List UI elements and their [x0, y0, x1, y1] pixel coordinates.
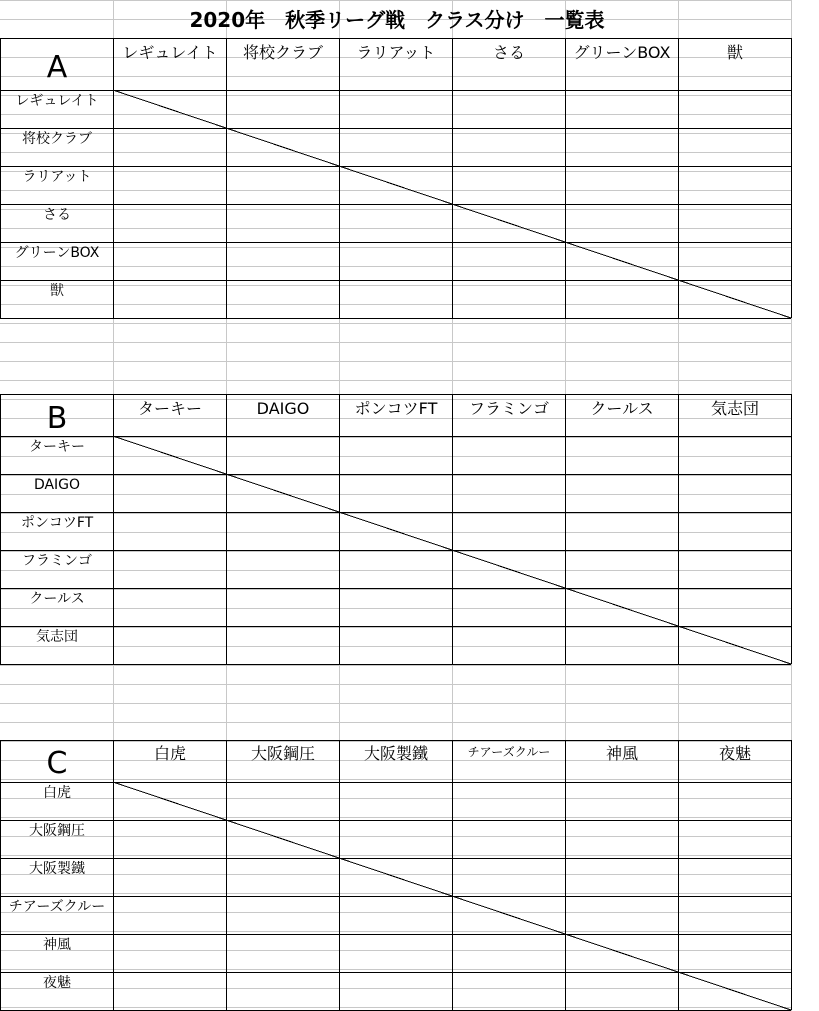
col-header: クールス [590, 399, 654, 418]
col-header: 気志団 [710, 399, 760, 418]
row-header: さる [43, 207, 71, 223]
row-header: ターキー [29, 439, 85, 455]
row-header: グリーンBOX [14, 245, 100, 261]
col-header: レギュレイト [122, 43, 218, 62]
row-header: 神風 [43, 937, 71, 953]
col-header: チアーズクルー [467, 745, 551, 759]
col-header: さる [492, 43, 526, 62]
row-header: 獣 [50, 283, 64, 299]
row-header: 大阪鋼圧 [29, 823, 85, 839]
col-header: ポンコツFT [354, 399, 438, 418]
col-header: 白虎 [153, 744, 187, 763]
col-header: グリーンBOX [573, 43, 671, 62]
row-header: 夜魅 [43, 975, 71, 991]
row-header: DAIGO [33, 477, 81, 493]
row-header: ラリアット [22, 169, 92, 185]
row-header: 大阪製鐵 [29, 861, 85, 877]
row-header: ポンコツFT [20, 515, 94, 531]
col-header: 夜魅 [718, 744, 752, 763]
row-header: 気志団 [36, 629, 78, 645]
col-header: 大阪鋼圧 [250, 744, 316, 763]
col-header: 大阪製鐵 [363, 744, 429, 763]
row-header: 将校クラブ [22, 131, 92, 147]
row-header: クールス [29, 591, 85, 607]
sheet-title: 2020年 秋季リーグ戦 クラス分け 一覧表 [189, 8, 605, 32]
row-header: 白虎 [43, 785, 71, 801]
col-header: 神風 [605, 744, 639, 763]
group-label-a: A [46, 50, 68, 85]
col-header: 将校クラブ [242, 43, 324, 62]
group-label-c: C [46, 746, 68, 781]
group-label-b: B [46, 401, 68, 436]
col-header: ラリアット [356, 43, 436, 62]
row-header: チアーズクルー [8, 899, 106, 915]
col-header: DAIGO [256, 399, 310, 418]
row-header: フラミンゴ [22, 553, 92, 569]
col-header: 獣 [726, 43, 744, 62]
col-header: フラミンゴ [468, 399, 550, 418]
row-header: レギュレイト [15, 93, 99, 109]
col-header: ターキー [137, 399, 203, 418]
